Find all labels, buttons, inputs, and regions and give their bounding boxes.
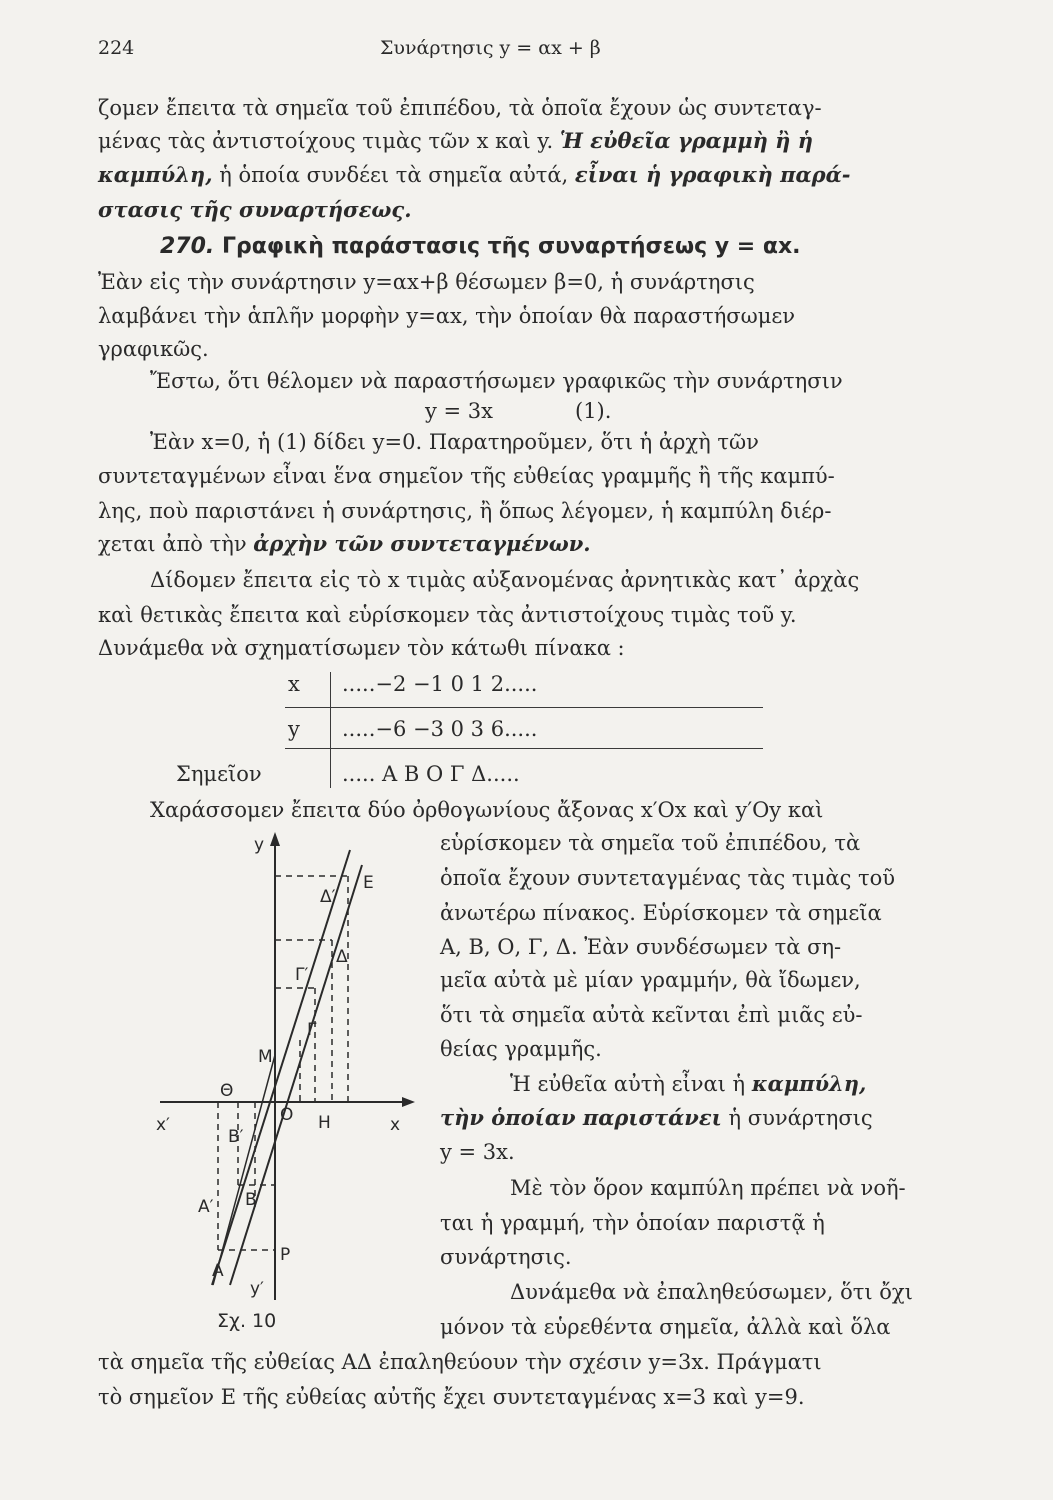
p5-line-1: Δίδομεν ἔπειτα εἰς τὸ x τιμὰς αὐξανομένας ἀρνητικὰς κατ᾽ ἀρχὰς	[150, 568, 860, 592]
label-H: H	[318, 1113, 331, 1133]
label-B-prime: B′	[228, 1127, 244, 1147]
p5-line-3: Δυνάμεθα νὰ σχηματίσωμεν τὸν κάτωθι πίνακα :	[98, 636, 625, 660]
p6-line-1: Χαράσσομεν ἔπειτα δύο ὀρθογωνίους ἄξονας x′Ox καὶ y′Oy καὶ	[150, 798, 824, 822]
label-Theta: Θ	[220, 1081, 234, 1101]
p6-line-7: ὅτι τὰ σημεῖα αὐτὰ κεῖνται ἐπὶ μιᾶς εὐ-	[440, 1003, 863, 1027]
p9-line-3: τὰ σημεῖα τῆς εὐθείας ΑΔ ἐπαληθεύουν τὴν σχέσιν y=3x. Πράγματι	[98, 1350, 822, 1374]
p4-line-3: λης, ποὺ παριστάνει ἡ συνάρτησις, ἢ ὅπως λέγομεν, ἡ καμπύλη διέρ-	[98, 499, 832, 523]
label-M: M	[258, 1047, 273, 1067]
p4-line-4: χεται ἀπὸ τὴν ἀρχὴν τῶν συντεταγμένων.	[98, 531, 591, 556]
p2-line-3: γραφικῶς.	[98, 337, 209, 361]
p8-line-2: ται ἡ γραμμή, τὴν ὁποίαν παριστᾷ ἡ	[440, 1211, 825, 1235]
p1-line-4: στασις τῆς συναρτήσεως.	[98, 197, 412, 222]
p6-line-2: εὑρίσκομεν τὰ σημεῖα τοῦ ἐπιπέδου, τὰ	[440, 831, 861, 855]
p6-line-5: Α, Β, Ο, Γ, Δ. Ἐὰν συνδέσωμεν τὰ ση-	[440, 935, 842, 959]
label-x: x	[390, 1115, 401, 1135]
p7-line-1: Ἡ εὐθεῖα αὐτὴ εἶναι ἡ καμπύλη,	[510, 1071, 867, 1096]
figure-caption: Σχ. 10	[217, 1310, 277, 1332]
table-row-x-values: .....−2 −1 0 1 2.....	[342, 672, 538, 696]
p9-line-4: τὸ σημεῖον Ε τῆς εὐθείας αὐτῆς ἔχει συντεταγμένας x=3 καὶ y=9.	[98, 1385, 805, 1409]
p3-line-1: Ἔστω, ὅτι θέλομεν νὰ παραστήσωμεν γραφικῶς τὴν συνάρτησιν	[150, 369, 843, 393]
p8-line-3: συνάρτησις.	[440, 1245, 572, 1269]
label-y: y	[254, 835, 265, 855]
table-row-point-label: Σημεῖον	[176, 762, 262, 786]
line-y-3x	[212, 850, 350, 1285]
table-row-point-values: ..... Α Β Ο Γ Δ.....	[342, 762, 520, 786]
p7-line-2: τὴν ὁποίαν παριστάνει ἡ συνάρτησις	[440, 1105, 873, 1130]
p4-line-2: συντεταγμένων εἶναι ἕνα σημεῖον τῆς εὐθείας γραμμῆς ἢ τῆς καμπύ-	[98, 464, 835, 488]
label-x-prime: x′	[156, 1115, 170, 1135]
p1-line-2: μένας τὰς ἀντιστοίχους τιμὰς τῶν x καὶ y. Ἡ εὐθεῖα γραμμὴ ἢ ἡ	[98, 128, 814, 153]
p2-line-2: λαμβάνει τὴν ἁπλῆν μορφὴν y=αx, τὴν ὁποίαν θὰ παραστήσωμεν	[98, 304, 796, 328]
label-A-prime: A′	[198, 1197, 214, 1217]
table-row-y-values: .....−6 −3 0 3 6.....	[342, 717, 538, 741]
p9-line-1: Δυνάμεθα νὰ ἐπαληθεύσωμεν, ὅτι ὄχι	[510, 1280, 913, 1304]
label-G: Γ	[307, 1020, 317, 1040]
p2-line-1: Ἐὰν εἰς τὴν συνάρτησιν y=αx+β θέσωμεν β=0, ἡ συνάρτησις	[98, 270, 755, 294]
p6-line-6: μεῖα αὐτὰ μὲ μίαν γραμμήν, θὰ ἴδωμεν,	[440, 968, 861, 992]
line-parallel	[230, 865, 362, 1285]
section-heading: 270. Γραφικὴ παράστασις τῆς συναρτήσεως y = αx.	[160, 234, 801, 259]
running-title: Συνάρτησις y = αx + β	[380, 37, 601, 59]
equation: y = 3x	[425, 399, 494, 423]
p1-line-1: ζομεν ἔπειτα τὰ σημεῖα τοῦ ἐπιπέδου, τὰ ὁποῖα ἔχουν ὡς συντεταγ-	[98, 96, 822, 120]
p6-line-3: ὁποῖα ἔχουν συντεταγμένας τὰς τιμὰς τοῦ	[440, 866, 896, 890]
p4-line-1: Ἐὰν x=0, ἡ (1) δίδει y=0. Παρατηροῦμεν, ὅτι ἡ ἀρχὴ τῶν	[150, 430, 759, 454]
label-R: P	[280, 1245, 291, 1265]
p8-line-1: Μὲ τὸν ὅρον καμπύλη πρέπει νὰ νοῆ-	[510, 1176, 906, 1200]
label-B: B	[245, 1190, 257, 1210]
equation-number: (1).	[575, 399, 612, 423]
table-divider	[285, 748, 763, 749]
y-axis-arrow	[270, 832, 280, 846]
figure-graph	[150, 830, 430, 1300]
x-axis-arrow	[402, 1097, 415, 1107]
p1-line-3: καμπύλη, ἡ ὁποία συνδέει τὰ σημεῖα αὐτά, εἶναι ἡ γραφικὴ παρά-	[98, 162, 851, 187]
label-A: A	[212, 1261, 224, 1281]
label-y-prime: y′	[250, 1279, 264, 1299]
table-row-y-label: y	[288, 717, 300, 741]
label-D-prime: Δ′	[320, 887, 336, 907]
label-O: O	[280, 1105, 294, 1125]
table-divider	[285, 707, 763, 708]
page-number: 224	[98, 37, 135, 59]
table-row-x-label: x	[288, 672, 300, 696]
p6-line-8: θείας γραμμῆς.	[440, 1037, 602, 1061]
p6-line-4: ἀνωτέρω πίνακος. Εὑρίσκομεν τὰ σημεῖα	[440, 901, 882, 925]
label-D: Δ	[336, 947, 348, 967]
p5-line-2: καὶ θετικὰς ἔπειτα καὶ εὑρίσκομεν τὰς ἀντιστοίχους τιμὰς τοῦ y.	[98, 603, 797, 627]
p9-line-2: μόνον τὰ εὑρεθέντα σημεῖα, ἀλλὰ καὶ ὅλα	[440, 1315, 891, 1339]
label-E: Ε	[363, 873, 374, 893]
table-vertical-rule	[330, 672, 331, 788]
label-G-prime: Γ′	[295, 965, 309, 985]
p7-line-3: y = 3x.	[440, 1140, 515, 1164]
